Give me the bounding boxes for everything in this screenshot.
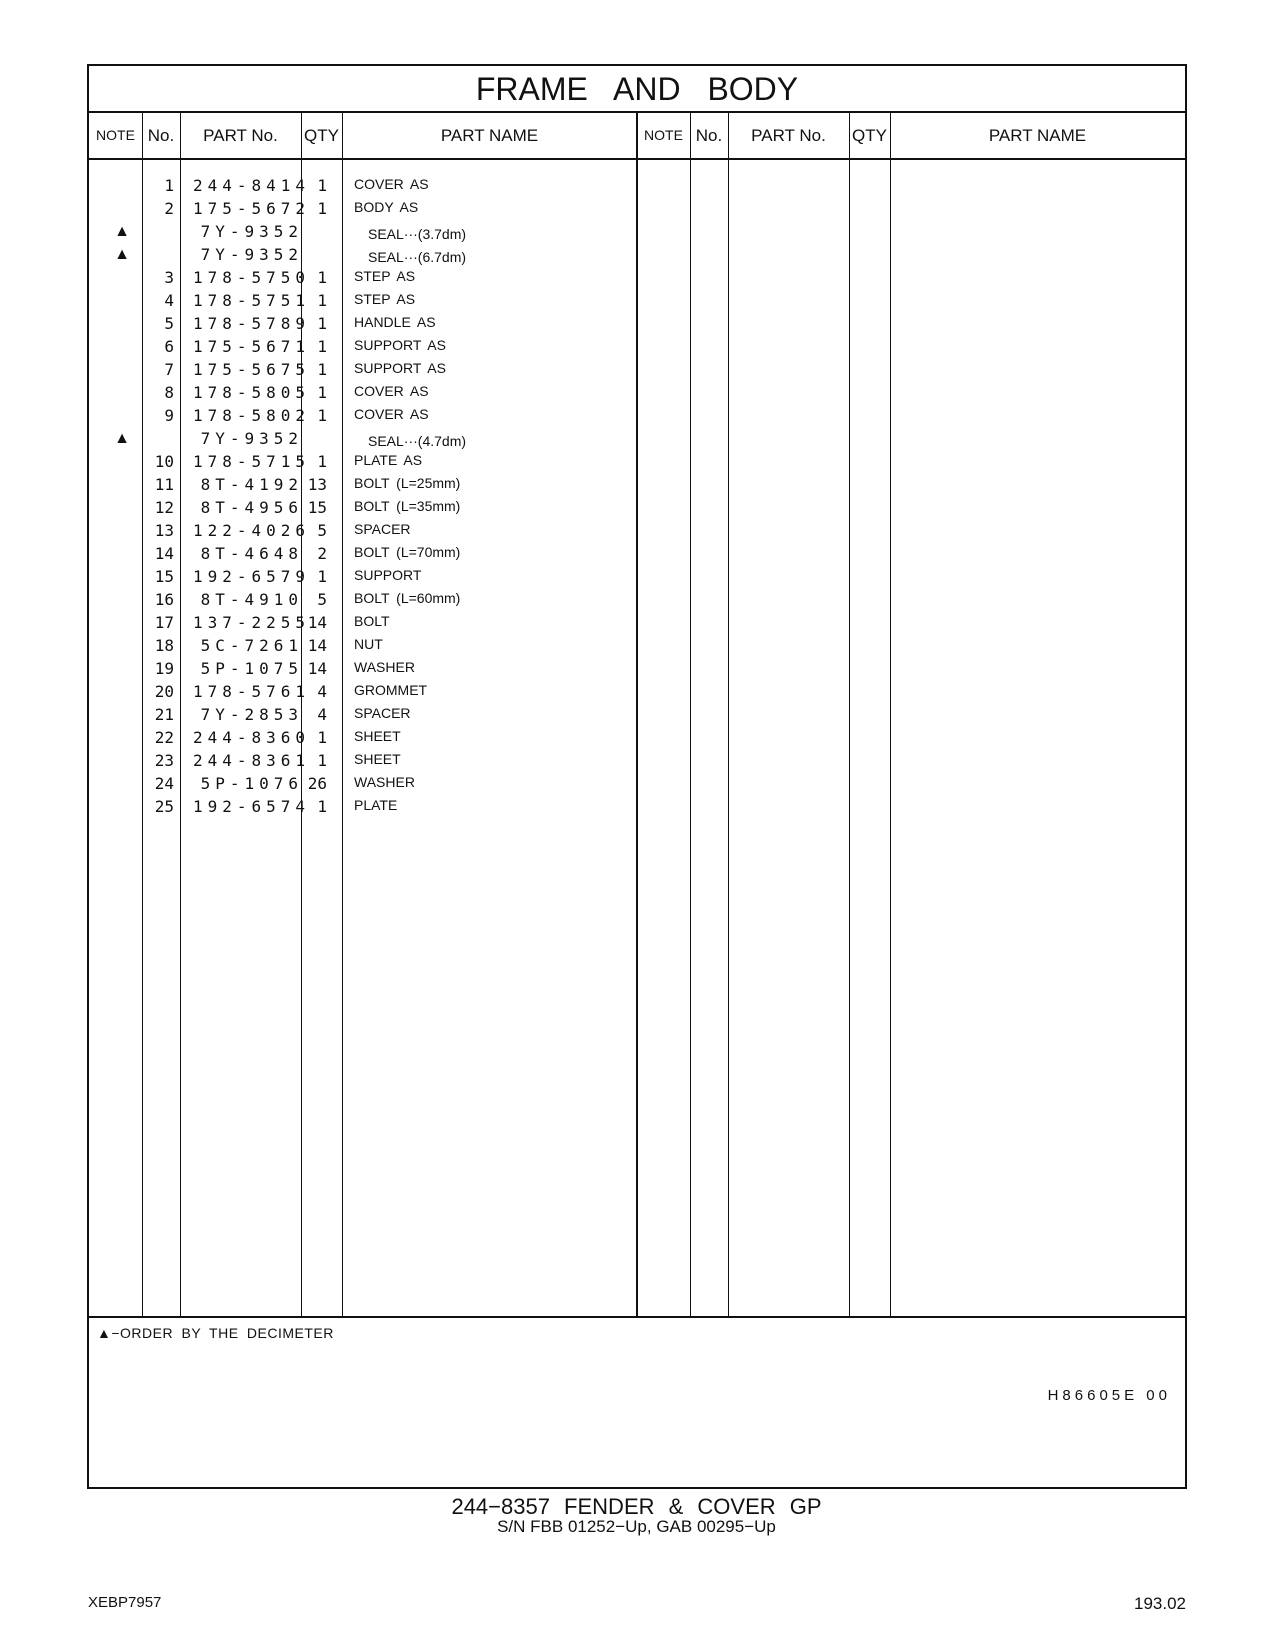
item-number: 11 <box>154 475 174 494</box>
column-divider <box>890 113 891 1316</box>
table-row <box>89 197 629 220</box>
table-row <box>89 542 629 565</box>
quantity: 14 <box>307 636 327 655</box>
part-name: SEAL···(3.7dm) <box>368 226 467 242</box>
quantity: 1 <box>317 314 327 333</box>
column-divider <box>636 113 638 1316</box>
table-row <box>89 634 629 657</box>
part-number: 244-8361 <box>193 751 311 770</box>
quantity: 1 <box>317 360 327 379</box>
header-no-left: No. <box>147 126 175 145</box>
quantity: 1 <box>317 728 327 747</box>
part-number: 244-8360 <box>193 728 311 747</box>
table-row <box>89 335 629 358</box>
table-row <box>89 519 629 542</box>
part-number: 7Y-9352 <box>200 222 303 241</box>
item-number: 8 <box>164 383 174 402</box>
table-row <box>89 703 629 726</box>
item-number: 3 <box>164 268 174 287</box>
header-partno-right: PART No. <box>751 126 826 145</box>
table-bottom-rule <box>89 1316 1185 1318</box>
column-divider <box>690 113 691 1316</box>
quantity: 4 <box>317 705 327 724</box>
part-name: BOLT (L=25mm) <box>354 475 461 491</box>
header-note-right: NOTE <box>644 127 683 143</box>
header-qty-left: QTY <box>304 126 339 145</box>
quantity: 26 <box>307 774 327 793</box>
table-row <box>89 427 629 450</box>
table-row <box>89 680 629 703</box>
quantity: 1 <box>317 797 327 816</box>
item-number: 5 <box>164 314 174 333</box>
part-name: GROMMET <box>354 682 428 698</box>
part-number: 122-4026 <box>193 521 311 540</box>
table-row <box>89 289 629 312</box>
part-name: SUPPORT <box>354 567 422 583</box>
part-name: HANDLE AS <box>354 314 436 330</box>
part-name: SPACER <box>354 705 411 721</box>
table-row <box>89 174 629 197</box>
column-divider <box>728 113 729 1316</box>
quantity: 1 <box>317 452 327 471</box>
table-row <box>89 611 629 634</box>
part-number: 8T-4648 <box>200 544 303 563</box>
publication-number: XEBP7957 <box>88 1594 162 1611</box>
part-name: BOLT (L=70mm) <box>354 544 461 560</box>
note-marker: ▲ <box>114 430 130 447</box>
part-name: SHEET <box>354 728 401 744</box>
table-row <box>89 588 629 611</box>
quantity: 5 <box>317 521 327 540</box>
part-name: SHEET <box>354 751 401 767</box>
page-title: FRAME AND BODY <box>89 66 1185 113</box>
item-number: 2 <box>164 199 174 218</box>
part-name: COVER AS <box>354 406 429 422</box>
part-number: 8T-4192 <box>200 475 303 494</box>
item-number: 10 <box>154 452 174 471</box>
part-name: PLATE AS <box>354 452 423 468</box>
quantity: 1 <box>317 751 327 770</box>
table-row <box>89 795 629 818</box>
part-name: SEAL···(6.7dm) <box>368 249 467 265</box>
quantity: 13 <box>307 475 327 494</box>
item-number: 7 <box>164 360 174 379</box>
item-number: 20 <box>154 682 174 701</box>
part-name: BOLT (L=35mm) <box>354 498 461 514</box>
item-number: 14 <box>154 544 174 563</box>
part-name: SEAL···(4.7dm) <box>368 433 467 449</box>
quantity: 1 <box>317 291 327 310</box>
quantity: 14 <box>307 659 327 678</box>
part-number: 178-5751 <box>193 291 311 310</box>
item-number: 23 <box>154 751 174 770</box>
column-divider <box>849 113 850 1316</box>
table-row <box>89 565 629 588</box>
serial-range: S/N FBB 01252−Up, GAB 00295−Up <box>497 1517 776 1536</box>
page-number: 193.02 <box>1134 1594 1186 1613</box>
table-row <box>89 243 629 266</box>
quantity: 2 <box>317 544 327 563</box>
part-number: 7Y-9352 <box>200 429 303 448</box>
part-number: 5P-1075 <box>200 659 303 678</box>
table-row <box>89 266 629 289</box>
item-number: 21 <box>154 705 174 724</box>
table-row <box>89 473 629 496</box>
header-partname-right: PART NAME <box>988 126 1087 145</box>
quantity: 14 <box>307 613 327 632</box>
part-name: SUPPORT AS <box>354 337 446 353</box>
part-name: COVER AS <box>354 176 429 192</box>
table-row <box>89 450 629 473</box>
table-row <box>89 772 629 795</box>
item-number: 19 <box>154 659 174 678</box>
part-name: STEP AS <box>354 291 416 307</box>
part-number: 178-5761 <box>193 682 311 701</box>
part-number: 175-5675 <box>193 360 311 379</box>
part-name: WASHER <box>354 774 415 790</box>
part-number: 7Y-2853 <box>200 705 303 724</box>
item-number: 9 <box>164 406 174 425</box>
part-number: 175-5671 <box>193 337 311 356</box>
part-number: 192-6579 <box>193 567 311 586</box>
item-number: 22 <box>154 728 174 747</box>
part-number: 137-2255 <box>193 613 311 632</box>
item-number: 6 <box>164 337 174 356</box>
note-marker: ▲ <box>114 246 130 263</box>
part-number: 192-6574 <box>193 797 311 816</box>
table-row <box>89 749 629 772</box>
part-number: 7Y-9352 <box>200 245 303 264</box>
item-number: 24 <box>154 774 174 793</box>
part-name: SUPPORT AS <box>354 360 446 376</box>
quantity: 1 <box>317 567 327 586</box>
header-partname-left: PART NAME <box>440 126 539 145</box>
note-marker: ▲ <box>114 223 130 240</box>
table-row <box>89 657 629 680</box>
part-name: NUT <box>354 636 383 652</box>
part-name: COVER AS <box>354 383 429 399</box>
part-number: 8T-4956 <box>200 498 303 517</box>
item-number: 12 <box>154 498 174 517</box>
header-partno-left: PART No. <box>203 126 278 145</box>
part-number: 178-5789 <box>193 314 311 333</box>
item-number: 1 <box>164 176 174 195</box>
item-number: 16 <box>154 590 174 609</box>
table-row <box>89 220 629 243</box>
part-number: 178-5715 <box>193 452 311 471</box>
table-row <box>89 726 629 749</box>
quantity: 1 <box>317 406 327 425</box>
item-number: 13 <box>154 521 174 540</box>
quantity: 4 <box>317 682 327 701</box>
part-number: 5P-1076 <box>200 774 303 793</box>
quantity: 1 <box>317 176 327 195</box>
table-row <box>89 312 629 335</box>
quantity: 1 <box>317 337 327 356</box>
part-number: 175-5672 <box>193 199 311 218</box>
part-number: 178-5750 <box>193 268 311 287</box>
part-number: 178-5802 <box>193 406 311 425</box>
part-name: BODY AS <box>354 199 419 215</box>
quantity: 15 <box>307 498 327 517</box>
part-number: 8T-4910 <box>200 590 303 609</box>
table-row <box>89 404 629 427</box>
quantity: 5 <box>317 590 327 609</box>
header-note-left: NOTE <box>96 127 135 143</box>
parts-list <box>89 174 629 818</box>
header-qty-right: QTY <box>852 126 887 145</box>
part-name: BOLT <box>354 613 390 629</box>
table-row <box>89 381 629 404</box>
footnote: ▲−ORDER BY THE DECIMETER <box>97 1325 334 1341</box>
item-number: 4 <box>164 291 174 310</box>
part-name: PLATE <box>354 797 398 813</box>
item-number: 25 <box>154 797 174 816</box>
part-number: 178-5805 <box>193 383 311 402</box>
quantity: 1 <box>317 199 327 218</box>
parts-table-frame <box>87 64 1187 1489</box>
part-number: 244-8414 <box>193 176 311 195</box>
quantity: 1 <box>317 383 327 402</box>
item-number: 18 <box>154 636 174 655</box>
quantity: 1 <box>317 268 327 287</box>
part-name: SPACER <box>354 521 411 537</box>
item-number: 17 <box>154 613 174 632</box>
table-row <box>89 358 629 381</box>
part-name: BOLT (L=60mm) <box>354 590 461 606</box>
part-name: STEP AS <box>354 268 416 284</box>
item-number: 15 <box>154 567 174 586</box>
document-reference: H86605E 00 <box>1047 1387 1171 1404</box>
header-no-right: No. <box>695 126 723 145</box>
table-row <box>89 496 629 519</box>
part-number: 5C-7261 <box>200 636 303 655</box>
part-name: WASHER <box>354 659 415 675</box>
group-caption: 244−8357 FENDER & COVER GP <box>451 1494 822 1519</box>
